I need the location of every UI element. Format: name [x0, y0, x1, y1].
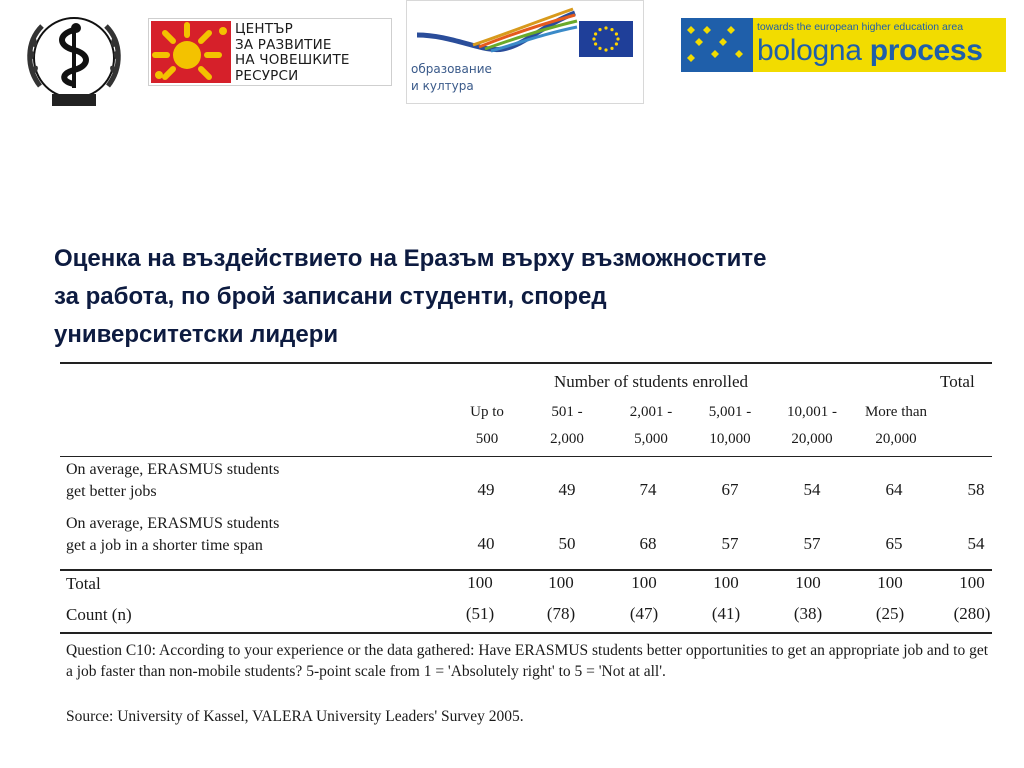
bologna-word-light: bologna: [757, 34, 870, 67]
bologna-wordmark: [757, 34, 983, 68]
hrdc-line: ЦЕНТЪР: [235, 21, 293, 37]
header-rule: [60, 456, 992, 457]
col-header-line2: 500: [475, 431, 499, 447]
total-header: Total: [940, 372, 975, 391]
hr-development-centre-logo: [148, 18, 392, 86]
cell-value: 67: [721, 480, 739, 499]
col-header-line1: Up to: [470, 404, 504, 420]
row-label-line: get better jobs: [66, 483, 157, 500]
cell-value: 57: [803, 534, 821, 553]
bottom-rule: [60, 632, 992, 634]
cell-value: (47): [629, 604, 659, 623]
col-header-line2: 2,000: [550, 431, 584, 447]
cell-value: 100: [877, 573, 903, 592]
col-header-line2: 20,000: [875, 431, 917, 447]
swoosh-icon: [413, 5, 583, 61]
cell-value: (280): [953, 604, 991, 623]
body-rule: [60, 569, 992, 571]
title-line: Оценка на въздействието на Еразъм върху възможностите: [54, 245, 767, 272]
eu-flag-icon: [579, 21, 633, 57]
cell-value: 58: [967, 480, 985, 499]
col-header-line1: 501 -: [551, 404, 583, 420]
bologna-process-logo: [681, 18, 1006, 72]
eu-caption-line: образование: [411, 62, 492, 76]
results-table: [60, 362, 992, 734]
cell-value: (41): [711, 604, 741, 623]
sun-people-icon: [151, 21, 231, 83]
cell-value: (78): [546, 604, 576, 623]
group-header: Number of students enrolled: [554, 372, 749, 391]
col-header-line1: 10,001 -: [787, 404, 837, 420]
col-header-line2: 10,000: [709, 431, 751, 447]
col-header-line2: 20,000: [791, 431, 833, 447]
title-line: за работа, по брой записани студенти, според: [54, 283, 607, 310]
cell-value: 74: [639, 480, 657, 499]
cell-value: 40: [477, 534, 495, 553]
cell-value: (25): [875, 604, 905, 623]
title-line: университетски лидери: [54, 321, 339, 348]
count-row-label: Count (n): [66, 605, 132, 624]
cell-value: 100: [467, 573, 493, 592]
cell-value: 100: [795, 573, 821, 592]
col-header-line1: More than: [864, 404, 928, 420]
cell-value: (38): [793, 604, 823, 623]
bologna-stars-panel: [681, 18, 753, 72]
table-top-rule: [60, 362, 992, 364]
col-header-line1: 2,001 -: [629, 404, 673, 420]
university-crest-logo: [16, 8, 132, 112]
cell-value: 49: [477, 480, 495, 499]
cell-value: 50: [558, 534, 576, 553]
slide-title: [54, 240, 954, 354]
bologna-word-bold: process: [869, 34, 983, 67]
cell-value: 100: [631, 573, 657, 592]
col-header-line2: 5,000: [634, 431, 668, 447]
cell-value: 68: [639, 534, 657, 553]
cell-value: 57: [721, 534, 739, 553]
source-note: Source: University of Kassel, VALERA University Leaders' Survey 2005.: [66, 708, 524, 725]
col-header-line1: 5,001 -: [708, 404, 752, 420]
row-label-line: get a job in a shorter time span: [66, 537, 263, 554]
question-note: Question C10: According to your experience or the data gathered: Have ERASMUS students better opportunities to get an appropriate job and to get a job faster than non-mobile students? 5-point scale from 1 = 'Absolutely right' to 5 = 'Not at all'.: [66, 642, 989, 680]
cell-value: 54: [967, 534, 985, 553]
eu-education-culture-logo: [406, 0, 644, 104]
hrdc-line: РЕСУРСИ: [235, 67, 299, 84]
cell-value: 54: [803, 480, 821, 499]
eu-caption-line: и култура: [411, 79, 474, 93]
cell-value: 65: [885, 534, 903, 553]
cell-value: 100: [713, 573, 739, 592]
row-label-line: On average, ERASMUS students: [66, 461, 280, 478]
hrdc-line: ЗА РАЗВИТИЕ: [235, 36, 332, 53]
cell-value: 64: [885, 480, 903, 499]
hrdc-name: [235, 22, 389, 84]
eu-caption: [411, 61, 492, 95]
serpent-laurel-icon: [16, 8, 132, 112]
total-row-label: Total: [66, 574, 101, 593]
row-label-line: On average, ERASMUS students: [66, 515, 280, 532]
bologna-tagline: towards the european higher education area: [757, 21, 964, 33]
star-cross-icon: [681, 18, 753, 72]
cell-value: 49: [558, 480, 576, 499]
hrdc-line: НА ЧОВЕШКИТЕ: [235, 52, 350, 68]
cell-value: (51): [465, 604, 495, 623]
cell-value: 100: [959, 573, 985, 592]
cell-value: 100: [548, 573, 574, 592]
